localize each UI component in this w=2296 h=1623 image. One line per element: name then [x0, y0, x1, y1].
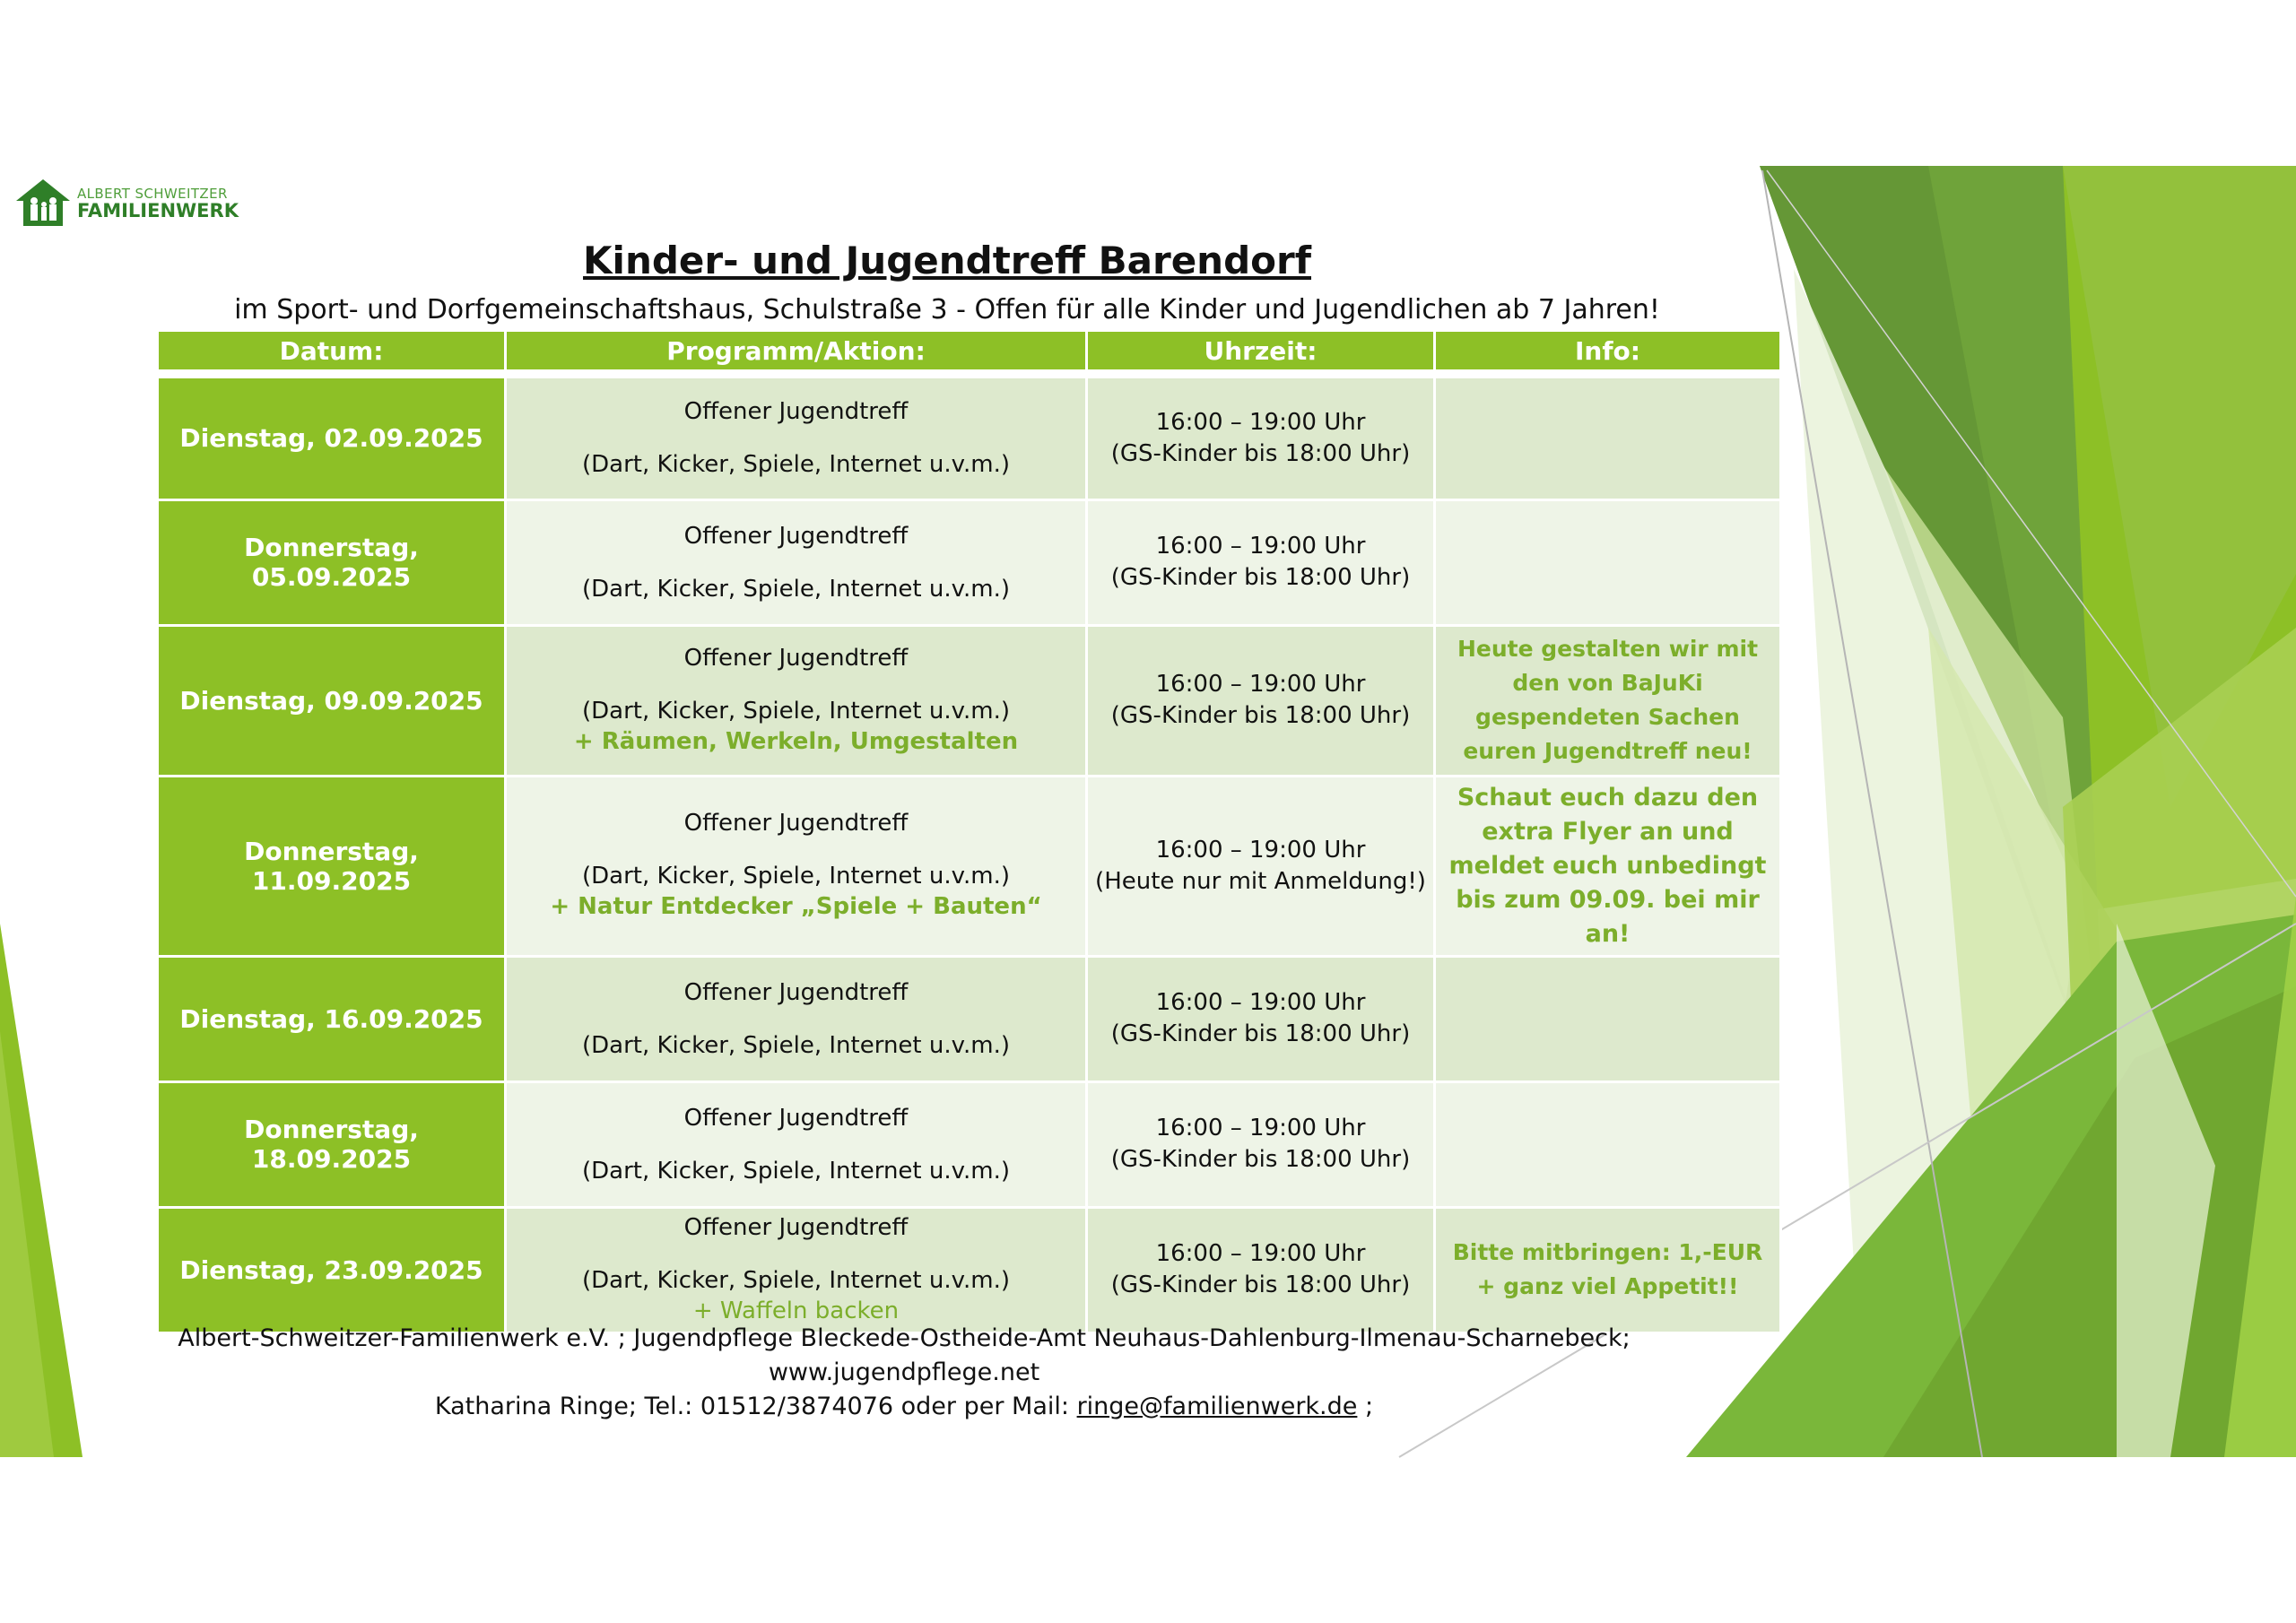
program-title: Offener Jugendtreff [683, 1213, 909, 1241]
time-note: (GS-Kinder bis 18:00 Uhr) [1110, 564, 1411, 591]
program-cell [506, 1081, 1087, 1207]
footer-website[interactable]: www.jugendpflege.net [768, 1358, 1040, 1386]
program-cell [506, 625, 1087, 776]
logo-line1: ALBERT SCHWEITZER [77, 186, 228, 202]
schedule-table [156, 332, 1782, 1334]
logo-line2: FAMILIENWERK [77, 200, 239, 221]
time-range: 16:00 – 19:00 Uhr [1155, 836, 1366, 864]
footer-contact-suffix: ; [1364, 1393, 1374, 1420]
program-detail: (Dart, Kicker, Spiele, Internet u.v.m.) [581, 1031, 1010, 1059]
program-title: Offener Jugendtreff [683, 978, 909, 1006]
time-range: 16:00 – 19:00 Uhr [1155, 1115, 1366, 1141]
time-cell [1087, 625, 1435, 776]
footer-contact [0, 1322, 1808, 1424]
header-date: Datum: [158, 332, 506, 374]
program-title: Offener Jugendtreff [683, 810, 909, 837]
time-range: 16:00 – 19:00 Uhr [1155, 408, 1366, 436]
program-extra: + Waffeln backen [692, 1297, 900, 1324]
program-extra: + Räumen, Werkeln, Umgestalten [573, 727, 1019, 755]
program-detail: (Dart, Kicker, Spiele, Internet u.v.m.) [581, 1266, 1010, 1294]
table-row [158, 499, 1781, 625]
page-subtitle: im Sport- und Dorfgemeinschaftshaus, Schulstraße 3 - Offen für alle Kinder und Jugendlichen ab 7 Jahren! [234, 294, 1660, 325]
time-range: 16:00 – 19:00 Uhr [1155, 989, 1366, 1016]
date-cell: Dienstag, 23.09.2025 [158, 1207, 506, 1332]
table-row [158, 374, 1781, 499]
footer-organisation: Albert-Schweitzer-Familienwerk e.V. ; Jugendpflege Bleckede-Ostheide-Amt Neuhaus-Dahlenburg-Ilmenau-Scharnebeck; [178, 1324, 1631, 1352]
footer-contact-prefix: Katharina Ringe; Tel.: 01512/3874076 oder per Mail: [434, 1393, 1069, 1420]
time-note: (GS-Kinder bis 18:00 Uhr) [1110, 439, 1411, 467]
time-cell [1087, 1207, 1435, 1332]
time-cell [1087, 1081, 1435, 1207]
info-cell [1435, 1207, 1781, 1332]
table-row [158, 776, 1781, 956]
info-cell [1435, 956, 1781, 1081]
time-note: (GS-Kinder bis 18:00 Uhr) [1110, 702, 1411, 729]
time-note: (Heute nur mit Anmeldung!) [1095, 867, 1426, 895]
table-row [158, 1207, 1781, 1332]
date-cell: Dienstag, 16.09.2025 [158, 956, 506, 1081]
page-title: Kinder- und Jugendtreff Barendorf [583, 239, 1311, 282]
program-title: Offener Jugendtreff [683, 644, 909, 672]
time-note: (GS-Kinder bis 18:00 Uhr) [1110, 1020, 1411, 1047]
program-detail: (Dart, Kicker, Spiele, Internet u.v.m.) [581, 451, 1010, 479]
header-time: Uhrzeit: [1087, 332, 1435, 374]
program-cell [506, 1207, 1087, 1332]
table-row [158, 1081, 1781, 1207]
time-cell [1087, 956, 1435, 1081]
table-header-row [158, 332, 1781, 374]
time-range: 16:00 – 19:00 Uhr [1155, 533, 1366, 560]
program-cell [506, 499, 1087, 625]
header-info: Info: [1435, 332, 1781, 374]
familienwerk-logo [14, 178, 257, 228]
program-cell [506, 776, 1087, 956]
program-detail: (Dart, Kicker, Spiele, Internet u.v.m.) [581, 863, 1010, 890]
header-program: Programm/Aktion: [506, 332, 1087, 374]
house-family-icon [14, 178, 72, 228]
program-detail: (Dart, Kicker, Spiele, Internet u.v.m.) [581, 697, 1010, 725]
time-range: 16:00 – 19:00 Uhr [1155, 1240, 1366, 1267]
date-cell: Donnerstag, 05.09.2025 [158, 499, 506, 625]
info-cell [1435, 499, 1781, 625]
table-row [158, 625, 1781, 776]
time-cell [1087, 776, 1435, 956]
time-note: (GS-Kinder bis 18:00 Uhr) [1110, 1271, 1411, 1298]
program-detail: (Dart, Kicker, Spiele, Internet u.v.m.) [581, 1157, 1010, 1185]
program-extra: + Natur Entdecker „Spiele + Bauten“ [550, 893, 1042, 920]
date-cell: Dienstag, 09.09.2025 [158, 625, 506, 776]
date-cell: Donnerstag, 11.09.2025 [158, 776, 506, 956]
info-cell [1435, 625, 1781, 776]
info-text: Bitte mitbringen: 1,-EUR + ganz viel Appetit!! [1452, 1239, 1763, 1299]
program-cell [506, 956, 1087, 1081]
info-cell [1435, 1081, 1781, 1207]
time-cell [1087, 499, 1435, 625]
time-cell [1087, 374, 1435, 499]
time-note: (GS-Kinder bis 18:00 Uhr) [1110, 1146, 1411, 1173]
program-title: Offener Jugendtreff [683, 522, 909, 550]
program-detail: (Dart, Kicker, Spiele, Internet u.v.m.) [581, 575, 1010, 603]
time-range: 16:00 – 19:00 Uhr [1155, 671, 1366, 698]
date-cell: Dienstag, 02.09.2025 [158, 374, 506, 499]
date-cell: Donnerstag, 18.09.2025 [158, 1081, 506, 1207]
footer-contact-line [0, 1390, 1808, 1424]
info-cell [1435, 374, 1781, 499]
info-text: Schaut euch dazu den extra Flyer an und meldet euch unbedingt bis zum 09.09. bei mir an! [1448, 783, 1767, 948]
table-row [158, 956, 1781, 1081]
program-cell [506, 374, 1087, 499]
info-text: Heute gestalten wir mit den von BaJuKi gespendeten Sachen euren Jugendtreff neu! [1457, 636, 1759, 764]
info-cell [1435, 776, 1781, 956]
program-title: Offener Jugendtreff [683, 398, 909, 426]
program-title: Offener Jugendtreff [683, 1104, 909, 1132]
footer-email-link[interactable]: ringe@familienwerk.de [1076, 1393, 1358, 1420]
